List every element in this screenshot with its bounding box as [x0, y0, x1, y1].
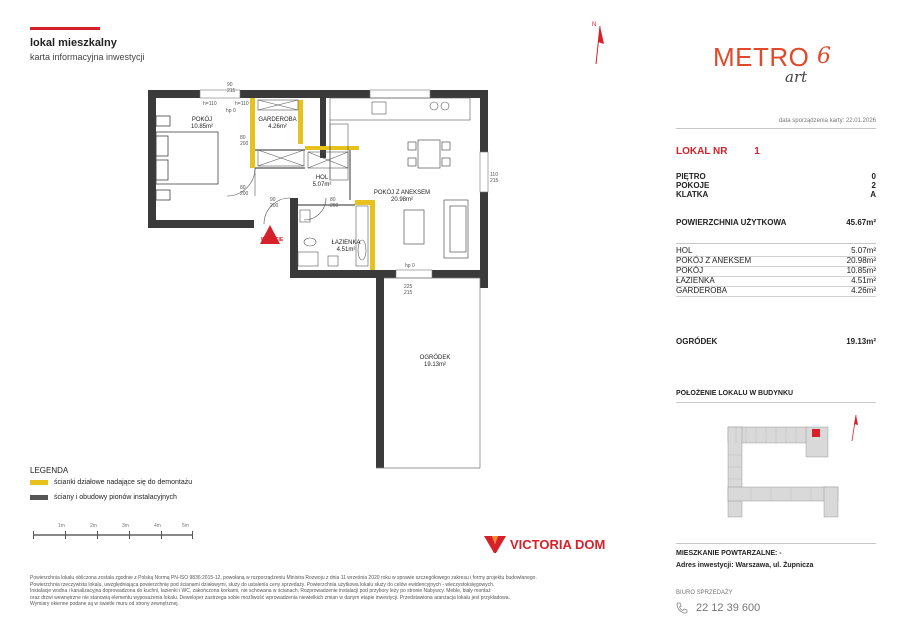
scale-2m: 2m — [90, 523, 97, 529]
repeat-label: MIESZKANIE POWTARZALNE: - — [676, 550, 782, 557]
divider-top — [676, 128, 876, 129]
unit-number-header — [676, 146, 760, 157]
room-garderoba-label: GARDEROBA 4.26m² — [258, 117, 297, 130]
disclaimer: Powierzchnia lokalu obliczona zostala zgodnie z Polską Normą PN-ISO 9836:2015-12, powołaną w rozporządzeniu Ministra Rozwoju z dnia 11 września 2020 roku w sprawie szczegółowego zakresu i formy projektu budowlanego. Powierzchnia rzeczywista lokalu, uwzględniająca powierzchnię pod ścianami działowymi, służy do ustalenia ceny sprzedaży. Powierzchnia użytkowa lokalu służy do celów ewidencyjnych - wieczystoksięgowych. Instalacje wodna i kanalizacyjna doprowadzona do kuchni, łazienki i WC, zakończona korkami, nie schowana w ścianach. Rozprowadzenie instalacji pod przybory leży po stronie Nabywcy. Meble, biały montaż oraz drzwi wewnętrzne nie stanowią elementu wyposażenia lokalu. Deweloper zastrzega sobie możliwość wprowadzenia niewielkich zmian w danym etapie inwestycji. Przedstawiona aranżacja lokalu jest przykładowa. Wymiary okienne podane są w świetle muru od strony zewnętrznej. — [30, 575, 537, 608]
door-dim-c: 90 200 — [270, 197, 279, 209]
building-location-map — [676, 405, 876, 540]
unit-label: LOKAL NR — [676, 146, 728, 157]
unit-highlight — [812, 429, 820, 437]
room-row-lazienka: ŁAZIENKA 4.51m² — [676, 276, 876, 285]
wall-bottom-left — [148, 220, 254, 228]
wall-bottom-right — [290, 270, 488, 278]
divider-location — [676, 402, 876, 403]
usable-area-row: POWIERZCHNIA UŻYTKOWA 45.67m² — [676, 218, 876, 227]
room-pokoj-label: POKÓJ 10.85m² — [190, 117, 213, 130]
divider-bottom — [676, 543, 876, 544]
partition-3 — [370, 200, 375, 270]
room-pokoj-aneks-label: POKÓJ Z ANEKSEM 20.98m² — [373, 190, 431, 203]
unit-number: 1 — [754, 146, 760, 157]
legend-swatch-dark — [30, 495, 48, 500]
room-row-pokoj-aneks: POKÓJ Z ANEKSEM 20.98m² — [676, 256, 876, 265]
logo-script: art — [785, 68, 808, 86]
window-dim-side: 110 215 — [490, 172, 499, 184]
entrance-label: WEJŚCIE — [260, 237, 284, 243]
window-dim-top: 90 215 — [227, 82, 236, 94]
door-dim-d: 80 200 — [330, 197, 339, 209]
wall-left — [148, 90, 156, 228]
investment-address: Adres inwestycji: Warszawa, ul. Żupnicza — [676, 562, 814, 569]
phone-icon — [676, 602, 688, 614]
legend-item-partition — [30, 479, 192, 486]
legend-swatch-yellow — [30, 480, 48, 485]
scale-3m: 3m — [122, 523, 129, 529]
room-row-garderoba: GARDEROBA 4.26m² — [676, 286, 876, 295]
wall-top — [148, 90, 488, 98]
detail-row-floor: PIĘTRO 0 — [676, 172, 876, 181]
scale-5m: 5m — [182, 523, 189, 529]
scale-bar — [33, 528, 193, 540]
legend-walls-label: ściany i obudowy pionów instalacyjnych — [54, 494, 177, 501]
victoria-dom-logo-icon — [484, 534, 506, 554]
door-dim-a: 80 200 — [240, 135, 249, 147]
room-hol-label: HOL 5.07m² — [312, 175, 332, 188]
garden-area-row: OGRÓDEK 19.13m² — [676, 337, 876, 346]
scale-4m: 4m — [154, 523, 161, 529]
window-height-1: h=110 — [203, 101, 217, 107]
location-title: POŁOŻENIE LOKALU W BUDYNKU — [676, 390, 794, 397]
logo-brand: METRO — [713, 42, 810, 72]
divider-rooms — [676, 243, 876, 244]
phone-number[interactable]: 22 12 39 600 — [696, 602, 761, 614]
floor-plan — [140, 80, 500, 480]
hp-label: hp 0 — [226, 108, 236, 114]
partition-5 — [305, 146, 359, 150]
north-label: N — [592, 22, 597, 28]
card-date: data sporządzenia karty: 22.01.2026 — [778, 118, 876, 124]
detail-row-staircase: KLATKA A — [676, 190, 876, 199]
developer-name: VICTORIA DOM — [510, 536, 606, 552]
phone-row — [676, 602, 760, 614]
north-arrow-icon — [588, 22, 612, 68]
room-ogrodek-label: OGRÓDEK 19.13m² — [419, 355, 451, 368]
scale-1m: 1m — [58, 523, 65, 529]
legend-partition-label: ścianki działowe nadające się do demontażu — [54, 479, 193, 486]
document-title: lokal mieszkalny — [30, 37, 117, 49]
sales-office-label: BIURO SPRZEDAŻY — [676, 590, 733, 596]
room-row-hol: HOL 5.07m² — [676, 246, 876, 255]
partition-1 — [250, 98, 255, 168]
logo-number: 6 — [817, 44, 831, 69]
hp-label-2: hp 0 — [405, 263, 415, 269]
header-accent-bar — [30, 27, 100, 30]
legend-title: LEGENDA — [30, 466, 69, 475]
room-row-pokoj: POKÓJ 10.85m² — [676, 266, 876, 275]
legend-item-walls — [30, 494, 177, 501]
document-subtitle: karta informacyjna inwestycji — [30, 52, 145, 62]
window-dim-bottom: 225 215 — [404, 284, 413, 296]
door-dim-b: 80 200 — [240, 185, 249, 197]
room-lazienka-label: ŁAZIENKA 4.51m² — [331, 240, 361, 253]
wall-garden-left — [376, 278, 384, 468]
wall-bath-left — [290, 198, 298, 278]
metro-art-logo — [713, 42, 843, 92]
detail-row-rooms: POKOJE 2 — [676, 181, 876, 190]
developer-logo — [484, 534, 605, 554]
window-height-2: h=110 — [235, 101, 249, 107]
